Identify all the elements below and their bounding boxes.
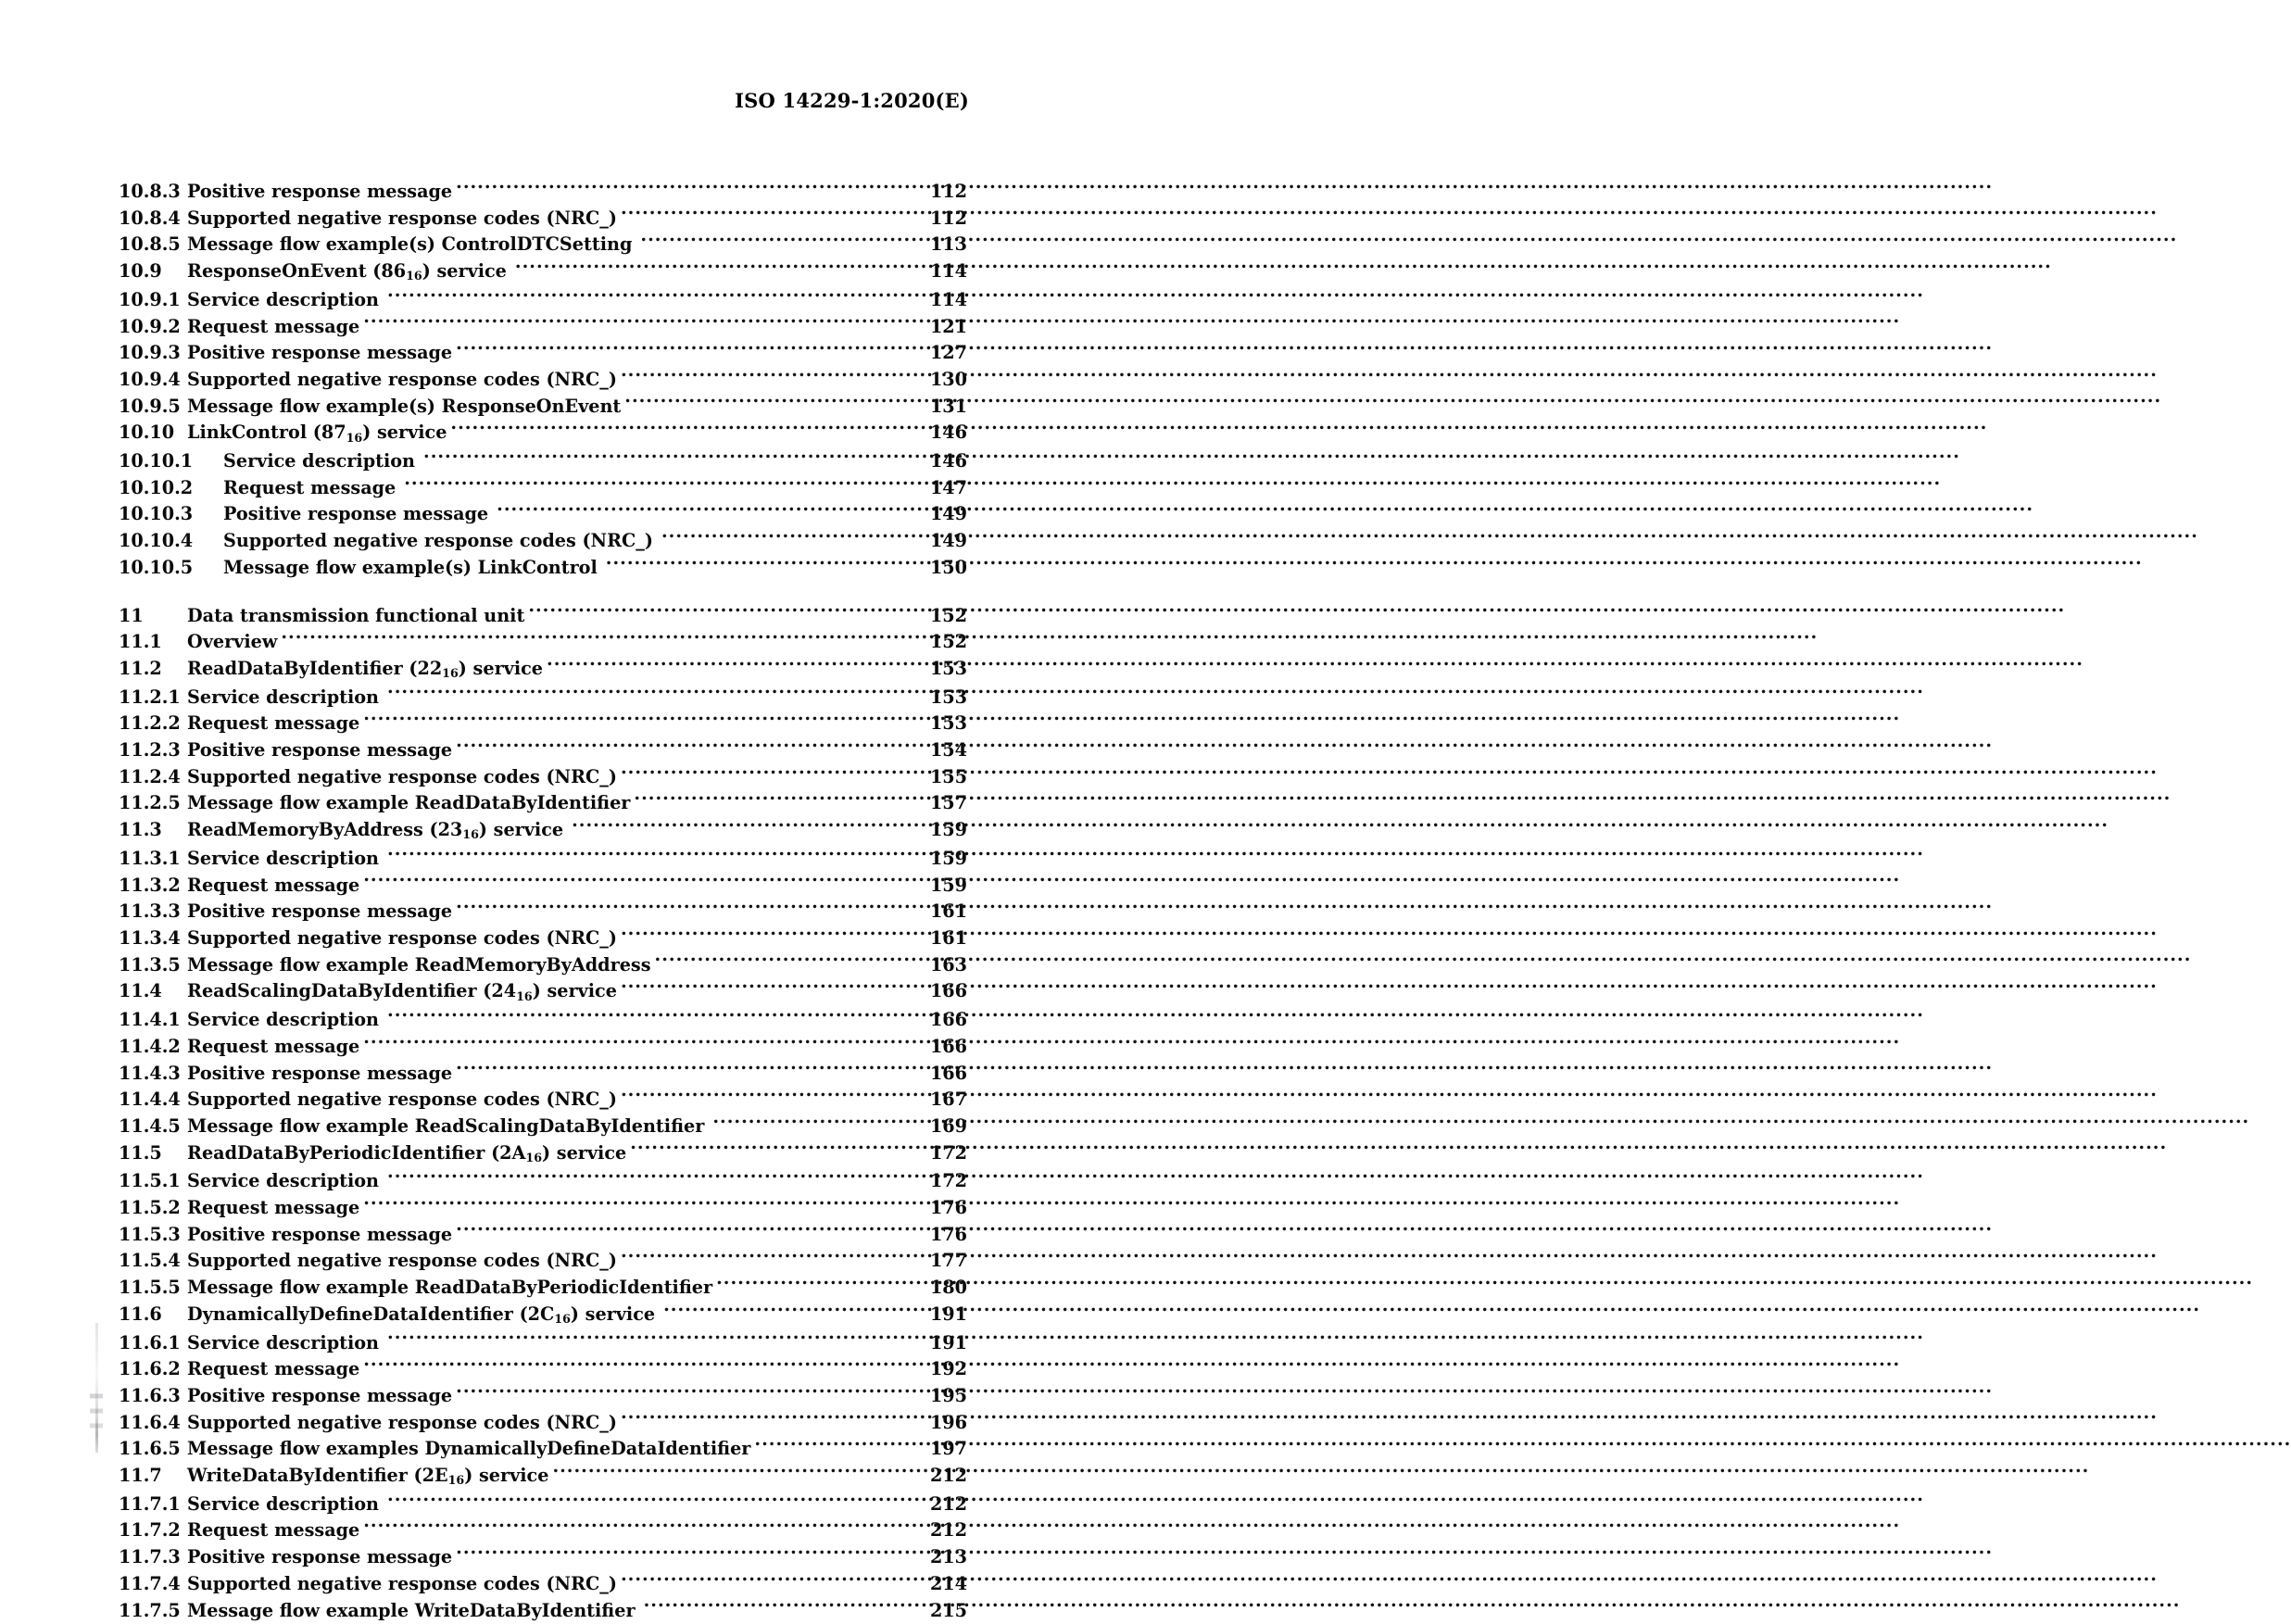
toc-entry-number: 10.10.1: [119, 450, 194, 472]
toc-entry-page-number: 166: [929, 1009, 967, 1031]
toc-entry-title: Service description: [223, 450, 416, 472]
toc-entry-title: Request message: [187, 1035, 360, 1057]
toc-entry-title: Message flow example ReadMemoryByAddress: [187, 953, 651, 976]
hex-base-subscript: 16: [525, 1150, 543, 1164]
toc-entry-page-number: 131: [929, 395, 967, 417]
toc-entry-number: 11.7.1: [119, 1492, 181, 1515]
toc-dot-leader: [363, 1035, 912, 1052]
toc-dot-leader: [655, 953, 912, 971]
toc-dot-leader: [663, 1303, 912, 1320]
toc-entry-title: Service description: [187, 1170, 380, 1192]
toc-entry-title: Positive response message: [187, 1384, 453, 1406]
toc-entry-number: 11.7.4: [119, 1572, 181, 1594]
toc-entry-title: Message flow example ReadDataByPeriodicIdentifier: [187, 1277, 713, 1299]
toc-entry-page-number: 172: [929, 1170, 967, 1192]
toc-entry-page-number: 177: [929, 1250, 967, 1272]
toc-entry-number: 11.5.3: [119, 1223, 181, 1245]
toc-entry-number: 11.5.1: [119, 1170, 181, 1192]
toc-entry-title-main: ResponseOnEvent (86: [187, 260, 407, 283]
toc-entry-title: Data transmission functional unit: [187, 604, 525, 626]
toc-entry-title: Request message: [187, 1519, 360, 1542]
toc-dot-leader: [624, 394, 912, 411]
toc-entry-number: 11.2.2: [119, 712, 181, 735]
toc-entry-title-tail: ) service: [464, 1465, 549, 1487]
toc-dot-leader: [450, 421, 912, 438]
toc-entry-title-tail: ) service: [422, 260, 507, 283]
hex-base-subscript: 16: [442, 666, 459, 681]
toc-dot-leader: [387, 1492, 912, 1510]
toc-entry-title: Positive response message: [187, 1546, 453, 1568]
toc-entry-title: Supported negative response codes (NRC_): [223, 530, 653, 552]
toc-dot-leader: [621, 368, 912, 385]
toc-entry-number: 10.10: [119, 422, 175, 444]
toc-entry-page-number: 169: [929, 1114, 967, 1137]
toc-entry-number: 11.7: [119, 1465, 162, 1487]
toc-entry-number: 11.2.3: [119, 739, 181, 762]
toc-entry-number: 11.7.3: [119, 1546, 181, 1568]
toc-entry-page-number: 176: [929, 1223, 967, 1245]
toc-entry-page-number: 167: [929, 1089, 967, 1111]
toc-entry-page-number: 161: [929, 926, 967, 949]
toc-dot-leader: [621, 765, 912, 783]
toc-entry-number: 10.10.3: [119, 503, 194, 525]
toc-entry-title-tail: ) service: [570, 1303, 656, 1325]
toc-entry-number: 10.8.4: [119, 207, 181, 229]
toc-entry-number: 10.9.1: [119, 288, 181, 310]
toc-entry-page-number: 153: [929, 657, 967, 679]
toc-dot-leader: [644, 1598, 912, 1616]
toc-entry-page-number: 163: [929, 953, 967, 976]
toc-entry-page-number: 166: [929, 1062, 967, 1084]
toc-dot-leader: [363, 873, 912, 890]
toc-entry-title-main: ReadMemoryByAddress (23: [187, 819, 463, 841]
toc-entry-page-number: 159: [929, 819, 967, 841]
toc-entry-page-number: 191: [929, 1303, 967, 1325]
toc-dot-leader: [363, 1196, 912, 1214]
toc-entry-title: Message flow example(s) LinkControl: [223, 556, 598, 578]
toc-entry-title: Request message: [187, 712, 360, 735]
toc-entry-title: Request message: [223, 476, 397, 498]
toc-dot-leader: [363, 1357, 912, 1375]
toc-entry-title-tail: ) service: [478, 819, 564, 841]
toc-dot-leader: [456, 180, 912, 197]
toc-entry-page-number: 112: [929, 207, 967, 229]
toc-entry-number: 11.5.2: [119, 1197, 181, 1219]
toc-dot-leader: [552, 1464, 912, 1481]
toc-entry-page-number: 114: [929, 260, 967, 283]
toc-entry-page-number: 147: [929, 476, 967, 498]
toc-entry-title: Supported negative response codes (NRC_): [187, 1572, 617, 1594]
toc-entry-number: 11.2.5: [119, 792, 181, 814]
toc-entry-page-number: 212: [929, 1492, 967, 1515]
toc-entry[interactable]: [119, 555, 967, 582]
toc-entry-title: Service description: [187, 1331, 380, 1353]
toc-dot-leader: [606, 556, 912, 573]
toc-entry-page-number: 161: [929, 900, 967, 923]
toc-entry-number: 10.8.3: [119, 181, 181, 202]
toc-dot-leader: [404, 476, 912, 494]
toc-entry-page-number: 195: [929, 1384, 967, 1406]
toc-entry-page-number: 153: [929, 686, 967, 708]
toc-entry-title-main: ReadDataByPeriodicIdentifier (2A: [187, 1141, 526, 1164]
hex-base-subscript: 16: [346, 430, 363, 445]
toc-entry-title: Supported negative response codes (NRC_): [187, 765, 617, 787]
toc-entry-number: 11.4.3: [119, 1062, 181, 1084]
toc-entry-page-number: 152: [929, 631, 967, 653]
toc-entry-page-number: 214: [929, 1572, 967, 1594]
toc-entry-title: Positive response message: [223, 503, 489, 525]
toc-entry-number: 11.6.3: [119, 1384, 181, 1406]
toc-entry-title-main: WriteDataByIdentifier (2E: [187, 1465, 448, 1487]
toc-entry-number: 11.3.4: [119, 926, 181, 949]
toc-entry-number: 11.6.5: [119, 1438, 181, 1460]
toc-entry-number: 10.9.4: [119, 368, 181, 390]
toc-entry-number: 11: [119, 604, 144, 626]
toc-entry-page-number: 154: [929, 739, 967, 762]
toc-entry-page-number: 180: [929, 1277, 967, 1299]
toc-dot-leader: [621, 979, 912, 997]
hex-base-subscript: 16: [462, 827, 479, 842]
toc-entry-page-number: 159: [929, 874, 967, 896]
toc-entry-title: Service description: [187, 686, 380, 708]
toc-dot-leader: [621, 926, 912, 944]
toc-entry-title-tail: ) service: [362, 422, 447, 444]
toc-entry-number: 10.10.4: [119, 530, 194, 552]
toc-entry-title: Request message: [187, 315, 360, 337]
toc-dot-leader: [634, 791, 912, 809]
hex-base-subscript: 16: [406, 269, 422, 283]
toc-entry-page-number: 113: [929, 233, 967, 256]
toc-dot-leader: [572, 818, 912, 836]
toc-entry-title: Message flow example WriteDataByIdentifier: [187, 1599, 636, 1621]
page-header-standard-reference: ISO 14229-1:2020(E): [735, 89, 969, 112]
toc-dot-leader: [456, 1223, 912, 1240]
toc-dot-leader: [423, 449, 912, 467]
toc-entry-page-number: 213: [929, 1546, 967, 1568]
toc-entry-number: 10.8.5: [119, 233, 181, 256]
toc-entry-page-number: 166: [929, 980, 967, 1002]
toc-entry-number: 11.6: [119, 1303, 162, 1325]
toc-entry-number: 11.7.2: [119, 1519, 181, 1542]
toc-dot-leader: [456, 738, 912, 756]
toc-dot-leader: [456, 1545, 912, 1563]
toc-dot-leader: [456, 1061, 912, 1078]
toc-entry-page-number: 130: [929, 368, 967, 390]
toc-entry-title-tail: ) service: [532, 980, 617, 1002]
toc-entry-page-number: 191: [929, 1331, 967, 1353]
toc-entry-page-number: 149: [929, 503, 967, 525]
toc-entry-title-main: ReadScalingDataByIdentifier (24: [187, 980, 517, 1002]
toc-entry-title: Positive response message: [187, 1223, 453, 1245]
toc-entry-number: 10.9.2: [119, 315, 181, 337]
toc-dot-leader: [387, 685, 912, 702]
toc-dot-leader: [621, 207, 912, 224]
toc-entry-page-number: 127: [929, 342, 967, 364]
toc-dot-leader: [621, 1410, 912, 1428]
toc-entry-title: Message flow examples DynamicallyDefineDataIdentifier: [187, 1438, 751, 1460]
toc-dot-leader: [456, 900, 912, 917]
toc-entry-title: Supported negative response codes (NRC_): [187, 1411, 617, 1433]
toc-entry-page-number: 155: [929, 765, 967, 787]
toc-entry-title: Supported negative response codes (NRC_): [187, 1089, 617, 1111]
toc-entry-page-number: 176: [929, 1197, 967, 1219]
toc-entry-number: 11.7.5: [119, 1599, 181, 1621]
toc-entry-number: 11.4: [119, 980, 162, 1002]
toc-dot-leader: [387, 1008, 912, 1026]
toc-entry-title: Positive response message: [187, 900, 453, 923]
toc-dot-leader: [363, 314, 912, 332]
toc-entry-number: 11.3.3: [119, 900, 181, 923]
toc-entry-page-number: 166: [929, 1035, 967, 1057]
toc-entry-title: Overview: [187, 631, 278, 653]
toc-entry-title-main: DynamicallyDefineDataIdentifier (2C: [187, 1303, 555, 1325]
toc-entry-page-number: 197: [929, 1438, 967, 1460]
toc-entry-number: 11.4.4: [119, 1089, 181, 1111]
toc-entry-number: 11.4.5: [119, 1114, 181, 1137]
toc-entry-title: Message flow example ReadScalingDataByIdentifier: [187, 1114, 705, 1137]
hex-base-subscript: 16: [516, 988, 533, 1003]
scan-artifact-left-margin-marks: [90, 1388, 103, 1445]
toc-entry-title: Service description: [187, 288, 380, 310]
toc-entry-number: 11.4.1: [119, 1009, 181, 1031]
toc-dot-leader: [640, 233, 912, 250]
toc-dot-leader: [456, 341, 912, 359]
toc-entry-title: Positive response message: [187, 181, 453, 202]
toc-entry-number: 11.6.2: [119, 1358, 181, 1380]
toc-dot-leader: [387, 1169, 912, 1187]
toc-dot-leader: [363, 711, 912, 729]
toc-entry-number: 10.9: [119, 260, 162, 283]
toc-entry-page-number: 112: [929, 181, 967, 202]
toc-dot-leader: [387, 1330, 912, 1348]
toc-entry-title: Request message: [187, 1197, 360, 1219]
toc-entry-title: Service description: [187, 1009, 380, 1031]
toc-dot-leader: [716, 1276, 912, 1293]
toc-entry-title-tail: ) service: [542, 1141, 627, 1164]
toc-entry-title: Message flow example(s) ResponseOnEvent: [187, 395, 622, 417]
toc-entry-title: Positive response message: [187, 1062, 453, 1084]
toc-entry-number: 11.2: [119, 657, 162, 679]
toc-dot-leader: [363, 1518, 912, 1536]
toc-dot-leader: [281, 630, 912, 648]
hex-base-subscript: 16: [447, 1473, 465, 1488]
toc-entry-number: 10.10.5: [119, 556, 194, 578]
toc-dot-leader: [621, 1572, 912, 1590]
toc-entry-page-number: 152: [929, 604, 967, 626]
toc-entry-title: Request message: [187, 1358, 360, 1380]
toc-entry-page-number: 149: [929, 530, 967, 552]
toc-entry-title: Supported negative response codes (NRC_): [187, 1250, 617, 1272]
toc-dot-leader: [754, 1437, 912, 1454]
toc-dot-leader: [497, 502, 912, 520]
toc-entry-number: 11.3.2: [119, 874, 181, 896]
toc-entry-title: Message flow example ReadDataByIdentifier: [187, 792, 631, 814]
toc-entry-number: 11.4.2: [119, 1035, 181, 1057]
toc-entry-title: Positive response message: [187, 739, 453, 762]
toc-entry-number: 11.1: [119, 631, 162, 653]
toc-entry-number: 11.6.1: [119, 1331, 181, 1353]
toc-entry-number: 11.5: [119, 1141, 162, 1164]
toc-entry-title: Supported negative response codes (NRC_): [187, 368, 617, 390]
toc-dot-leader: [712, 1114, 912, 1132]
toc-dot-leader: [528, 603, 912, 621]
toc-entry-number: 11.2.1: [119, 686, 181, 708]
toc-entry-number: 11.3: [119, 819, 162, 841]
toc-entry[interactable]: [119, 1598, 967, 1624]
toc-dot-leader: [621, 1249, 912, 1266]
toc-dot-leader: [621, 1088, 912, 1105]
toc-entry-title-main: ReadDataByIdentifier (22: [187, 657, 443, 679]
toc-dot-leader: [387, 288, 912, 306]
toc-entry-number: 10.9.3: [119, 342, 181, 364]
toc-entry-page-number: 192: [929, 1358, 967, 1380]
toc-entry-number: 11.6.4: [119, 1411, 181, 1433]
toc-dot-leader: [456, 1384, 912, 1402]
toc-entry-number: 11.3.5: [119, 953, 181, 976]
toc-entry-page-number: 196: [929, 1411, 967, 1433]
toc-entry-number: 10.10.2: [119, 476, 194, 498]
toc-entry-number: 10.9.5: [119, 395, 181, 417]
toc-entry-title: Request message: [187, 874, 360, 896]
toc-entry-title: Message flow example(s) ControlDTCSetting: [187, 233, 633, 256]
toc-entry-title: Positive response message: [187, 342, 453, 364]
document-page: [0, 0, 1103, 1621]
toc-entry-page-number: 146: [929, 450, 967, 472]
toc-dot-leader: [387, 847, 912, 864]
toc-entry-page-number: 215: [929, 1599, 967, 1621]
toc-entry-number: 11.5.5: [119, 1277, 181, 1299]
toc-entry-title: Service description: [187, 1492, 380, 1515]
toc-entry-page-number: 212: [929, 1465, 967, 1487]
hex-base-subscript: 16: [554, 1312, 571, 1327]
toc-entry-page-number: 150: [929, 556, 967, 578]
toc-entry-number: 11.2.4: [119, 765, 181, 787]
toc-entry-page-number: 172: [929, 1141, 967, 1164]
toc-dot-leader: [547, 657, 912, 674]
toc-entry-number: 11.5.4: [119, 1250, 181, 1272]
toc-entry-title: Supported negative response codes (NRC_): [187, 207, 617, 229]
toc-entry-title: Supported negative response codes (NRC_): [187, 926, 617, 949]
toc-entry-page-number: 153: [929, 712, 967, 735]
toc-dot-leader: [630, 1140, 912, 1158]
toc-entry-title: Service description: [187, 847, 380, 869]
toc-entry-page-number: 159: [929, 847, 967, 869]
toc-entry-title-main: LinkControl (87: [187, 422, 346, 444]
toc-entry-page-number: 121: [929, 315, 967, 337]
toc-dot-leader: [515, 259, 912, 277]
toc-entry-page-number: 114: [929, 288, 967, 310]
table-of-contents: [119, 179, 967, 1624]
toc-entry-title: [187, 420, 450, 448]
toc-entry-page-number: 157: [929, 792, 967, 814]
toc-dot-leader: [661, 529, 912, 547]
toc-entry-title-tail: ) service: [458, 657, 544, 679]
toc-entry-page-number: 212: [929, 1519, 967, 1542]
toc-entry-number: 11.3.1: [119, 847, 181, 869]
toc-entry-page-number: 146: [929, 422, 967, 444]
